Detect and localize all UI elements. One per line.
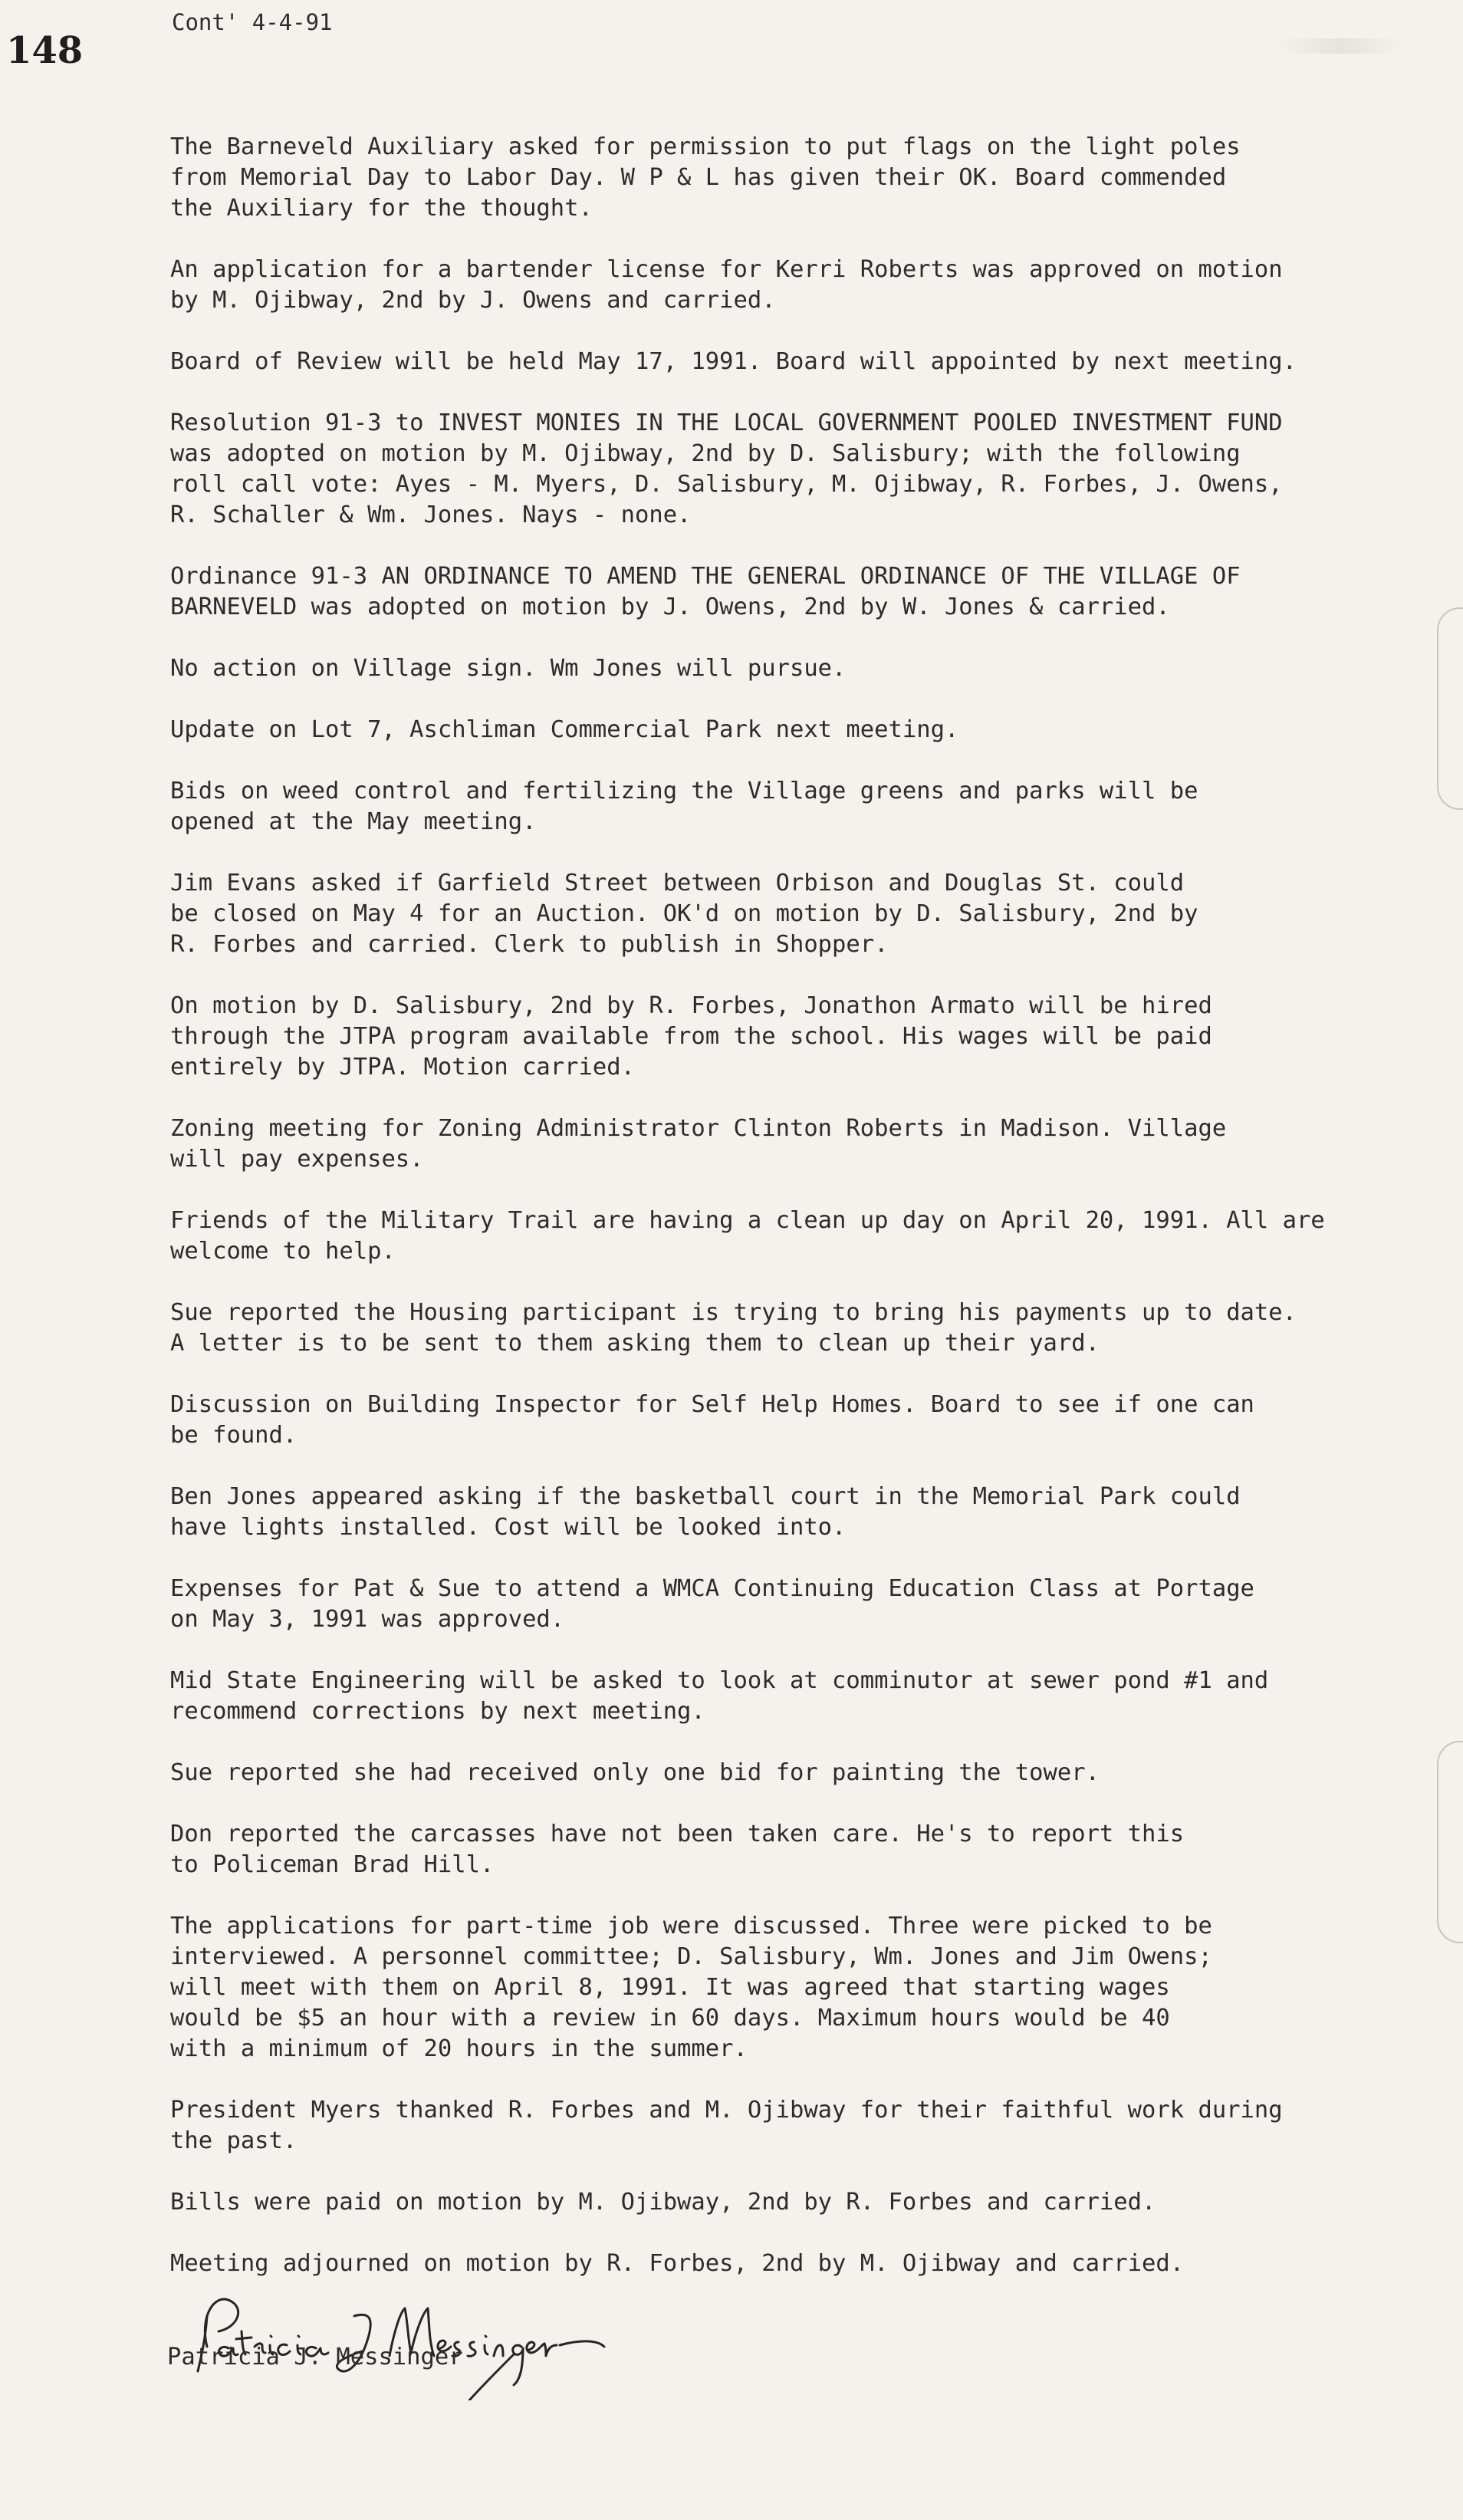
paragraph-adjourned: Meeting adjourned on motion by R. Forbes, 2nd by M. Ojibway and carried.: [170, 2250, 1185, 2277]
paragraph-board-of-review: Board of Review will be held May 17, 1991. Board will appointed by next meeting.: [170, 348, 1297, 375]
paragraph-weed-control: Bids on weed control and fertilizing the Village greens and parks will be opened at the May meeting.: [170, 778, 1198, 835]
paragraph-resolution-91-3: Resolution 91-3 to INVEST MONIES IN THE LOCAL GOVERNMENT POOLED INVESTMENT FUND was adopted on motion by M. Ojibway, 2nd by D. Salisbury; with the following roll call vote: Ayes - M. Myers, D. Salisbury, M. Ojibway, R. Forbes, J. Owens, R. Schaller & Wm. Jones. Nays - none.: [170, 410, 1283, 528]
paragraph-lot-7: Update on Lot 7, Aschliman Commercial Park next meeting.: [170, 716, 959, 743]
paragraph-tower-painting: Sue reported she had received only one bid for painting the tower.: [170, 1759, 1100, 1786]
paragraph-bills: Bills were paid on motion by M. Ojibway, 2nd by R. Forbes and carried.: [170, 2189, 1156, 2216]
continuation-header: Cont' 4-4-91: [172, 9, 333, 35]
binder-hole: [1437, 607, 1463, 810]
signer-name: Patricia J. Messinger: [167, 2344, 463, 2370]
paragraph-comminutor: Mid State Engineering will be asked to look at comminutor at sewer pond #1 and recommend corrections by next meeting.: [170, 1667, 1269, 1725]
paragraph-wmca-expenses: Expenses for Pat & Sue to attend a WMCA Continuing Education Class at Portage on May 3, 1991 was approved.: [170, 1575, 1254, 1633]
page-number: 148: [6, 29, 84, 72]
paragraph-basketball-court: Ben Jones appeared asking if the basketball court in the Memorial Park could have lights installed. Cost will be looked into.: [170, 1483, 1241, 1541]
paragraph-building-inspector: Discussion on Building Inspector for Self Help Homes. Board to see if one can be found.: [170, 1391, 1254, 1449]
paragraph-zoning-meeting: Zoning meeting for Zoning Administrator Clinton Roberts in Madison. Village will pay expenses.: [170, 1115, 1227, 1173]
paragraph-flags: The Barneveld Auxiliary asked for permission to put flags on the light poles from Memorial Day to Labor Day. W P & L has given their OK. Board commended the Auxiliary for the thought.: [170, 133, 1241, 222]
paragraph-bartender-license: An application for a bartender license for Kerri Roberts was approved on motion by M. Ojibway, 2nd by J. Owens and carried.: [170, 256, 1283, 314]
minutes-body: [170, 132, 1435, 2296]
paragraph-military-trail: Friends of the Military Trail are having a clean up day on April 20, 1991. All are welcome to help.: [170, 1207, 1325, 1265]
paragraph-carcasses: Don reported the carcasses have not been taken care. He's to report this to Policeman Brad Hill.: [170, 1821, 1185, 1878]
handwritten-signature: [184, 2285, 675, 2400]
paragraph-village-sign: No action on Village sign. Wm Jones will pursue.: [170, 655, 847, 682]
paragraph-jtpa-hire: On motion by D. Salisbury, 2nd by R. Forbes, Jonathon Armato will be hired through the JTPA program available from the school. His wages will be paid entirely by JTPA. Motion carried.: [170, 992, 1212, 1081]
paragraph-housing: Sue reported the Housing participant is trying to bring his payments up to date. A letter is to be sent to them asking them to clean up their yard.: [170, 1299, 1297, 1357]
bleed-through-mark: [1279, 38, 1402, 54]
paragraph-ordinance-91-3: Ordinance 91-3 AN ORDINANCE TO AMEND THE GENERAL ORDINANCE OF THE VILLAGE OF BARNEVELD was adopted on motion by J. Owens, 2nd by W. Jones & carried.: [170, 563, 1241, 620]
paragraph-part-time-job: The applications for part-time job were discussed. Three were picked to be interviewed. A personnel committee; D. Salisbury, Wm. Jones and Jim Owens; will meet with them on April 8, 1991. It was agreed that starting wages would be $5 an hour with a review in 60 days. Maximum hours would be 40 with a minimum of 20 hours in the summer.: [170, 1913, 1212, 2062]
paragraph-garfield-street: Jim Evans asked if Garfield Street between Orbison and Douglas St. could be closed on May 4 for an Auction. OK'd on motion by D. Salisbury, 2nd by R. Forbes and carried. Clerk to publish in Shopper.: [170, 870, 1198, 958]
binder-hole: [1437, 1741, 1463, 1943]
paragraph-thanks: President Myers thanked R. Forbes and M. Ojibway for their faithful work during the past.: [170, 2097, 1283, 2154]
